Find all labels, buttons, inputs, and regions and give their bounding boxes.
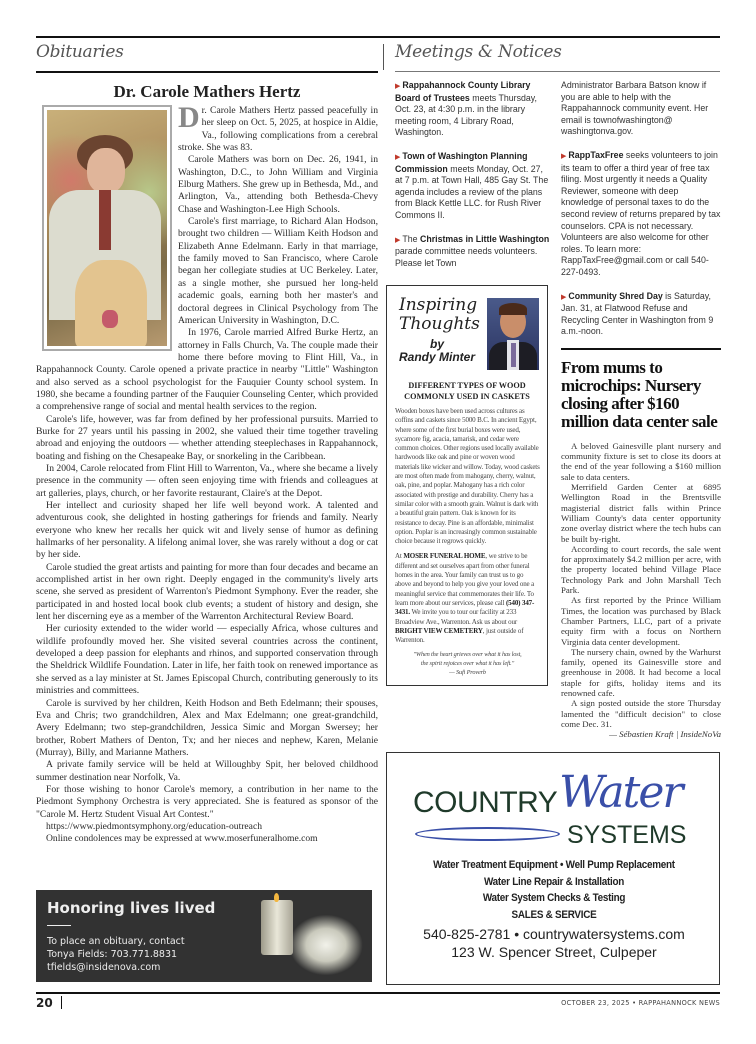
obituary-body (36, 101, 378, 846)
obituary-photo (42, 105, 172, 351)
inspiring-title: Inspiring (399, 295, 478, 315)
article-rule (561, 348, 721, 350)
obituary-paragraph: Carole Mathers was born on Dec. 26, 1941, in Washington, D.C., to John William and Virginia Elburg Mathers. She grew up in Bethesda, Md., and Arlington, Va., attending both Bethesda-Chevy Chase and Washington-Lee High Schools. (178, 154, 378, 215)
honoring-email[interactable]: tfields@insidenova.com (47, 962, 161, 973)
lily-image (286, 912, 366, 978)
triangle-bullet-icon: ▶ (561, 293, 567, 301)
notice-item-continued: Administrator Barbara Batson know if you are able to help with the Rappahannock community event. Her email is townofwashington@ washingtonva.gov. (561, 80, 709, 137)
obituary-paragraph: Carole's first marriage, to Richard Alan Hodson, brought two children — William Keith Hodson and Elizabeth Anne Edelmann. Early in that marriage, the family moved to San Francisco, where Carole began her collegiate studies at UC Berkeley. Later, as a single mother, she pursued her long-held academic goals, earning both her master's and doctoral degrees in Clinical Psychology from The American University in Washington, D.C. (178, 216, 378, 326)
inspiring-title: Thoughts (399, 314, 480, 334)
article-paragraph: The nursery chain, owned by the Warhurst family, opened its Gainesville store and greenhouse in 2008. It had become a local staple for gifts, holiday items and its renowned cafe. (561, 646, 721, 698)
quote-line: the spirit rejoices over what it has left." (420, 660, 515, 668)
candle-flame-icon (274, 893, 279, 902)
honoring-phone: Tonya Fields: 703.771.8831 (47, 949, 178, 960)
footer (36, 992, 720, 1012)
inspiring-paragraph: Wooden boxes have been used across cultures as coffins and caskets since 5000 B.C. In ancient Egypt, where some of the first burial boxes were used, sycamore fig, acacia, tamarisk, and cedar were common choices. Other regions used locally available hardwoods like oak and pine or woven wood materials like wicker and willow. Today, wood caskets are most often made from mahogany, cherry, walnut, oak, pine, and poplar. Mahogany has a rich color associated with prestige and durability. Cherry has a similar color with a smooth grain. Walnut is dark with a beautiful grain pattern. Oak is known for its resistance to decay. Pine is an affordable, minimalist option. Poplar is an increasingly common sustainable choice because it regrows quickly. (395, 407, 540, 546)
ad-service: Water Line Repair & Installation (483, 875, 625, 888)
honoring-title: Honoring lives lived (47, 899, 216, 917)
logo-country: COUNTRY (413, 786, 558, 819)
obituary-paragraph: Carole studied the great artists and painting for more than four decades and became an accomplished artist in her own right. Deeply engaged in the community's lively arts scene, she served as president of Warrenton's Piedmont Symphony. Ever the reader, she participated in and hosted local book club events; a student of history and design, she lent her discerning eye as a member of the Warrenton Architectural Review Board. (36, 561, 378, 623)
obituary-paragraph: Carole's life, however, was far from defined by her professional pursuits. Married to Burke for 27 years until his passing in 2002, she valued their time together traveling abroad and enjoying the outdoors — whether attending steeplechases in Rappahannock, boating and fishing on the Chesapeake Bay, or snorkeling in the Caribbean. (36, 413, 378, 462)
author-portrait (487, 298, 539, 370)
article-byline: — Sébastien Kraft | InsideNoVa (609, 729, 721, 740)
inspiring-thoughts-ad (386, 285, 548, 686)
top-rule (36, 36, 720, 38)
obituary-paragraph: A private family service will be held at Willoughby Spit, her beloved childhood summer destination near Norfolk, Va. (36, 759, 378, 783)
notices-column-1 (395, 80, 550, 281)
divider (47, 925, 71, 926)
honoring-line: To place an obituary, contact (47, 936, 185, 947)
triangle-bullet-icon: ▶ (395, 236, 401, 244)
article-headline: From mums to microchips: Nursery closing after $160 million data center sale (561, 357, 718, 431)
logo-swoosh (415, 827, 560, 841)
inspiring-paragraph: At MOSER FUNERAL HOME, we strive to be different and set ourselves apart from other funeral homes in the area. Your family can trust us to go above and beyond to help you give your loved one a meaningful service that commemorates their life. To learn more about our services, please call (540) 347-3431. We invite you to tour our facility at 233 Broadview Ave., Warrenton. Ask us about our BRIGHT VIEW CEMETERY, just outside of Warrenton. (395, 552, 535, 645)
ad-phone-website: 540-825-2781 • countrywatersystems.com (423, 926, 685, 942)
ad-service: Water System Checks & Testing (482, 892, 626, 904)
inspiring-by: by (429, 337, 444, 351)
section-title-meetings-notices: Meetings & Notices (395, 42, 562, 62)
footer-rule (36, 992, 720, 994)
quote-source: — Sufi Proverb (449, 668, 486, 676)
footer-divider (61, 996, 62, 1009)
ad-address: 123 W. Spencer Street, Culpeper (451, 944, 657, 960)
notice-item: ▶ Rappahannock County Library Board of Trustees meets Thursday, Oct. 23, at 4:30 p.m. in the library meeting room, 4 Library Road, Washington. (395, 80, 537, 138)
obituary-paragraph: Carole is survived by her children, Keith Hodson and Beth Edelmann; their spouses, Eva and Chris; two grandchildren, Alex and Max Edelmann; one great-grandchild, Avery Edelmann; two step-grandchildren, Jessica Simic and Morgan Swersey; her brother, Robert Mathers of Denton, Tx; and her nieces and nephew, Karen, Melanie (Murray), Billy, and Marianne Mathers. (36, 697, 378, 758)
notice-item: ▶ Town of Washington Planning Commission meets Monday, Oct. 27, at 7 p.m. at Town Hall, 485 Gay St. The agenda includes a review of the plans from Black Kettle LLC. for Rush River Commons II. (395, 150, 549, 220)
notice-item: ▶ The Christmas in Little Washington parade committee needs volunteers. Please let Town (395, 233, 550, 268)
obituary-paragraph: Her curiosity extended to the wider world — especially Africa, whose cultures and wildlife profoundly moved her. She visited several countries across the continent, developed a deep passion for elephants and rhinos, and supported conservation through the Sheldrick Wildlife Foundation. Later in life, her faith took on renewed importance as she served as a lay minister at St. James Episcopal Church, contributing generously to its ministries and committees. (36, 623, 378, 697)
drop-cap: D (178, 101, 200, 134)
country-water-systems-ad (386, 752, 720, 985)
column-divider (383, 44, 384, 70)
page-number: 20 (36, 996, 53, 1010)
honoring-lives-banner (36, 890, 372, 982)
obituary-link[interactable]: https://www.piedmontsymphony.org/education-outreach (46, 820, 262, 832)
quote-line: "When the heart grieves over what it has lost, (413, 651, 522, 659)
section-title-obituaries: Obituaries (36, 42, 124, 62)
ad-service: Water Treatment Equipment • Well Pump Replacement (433, 859, 675, 871)
article-paragraph: A sign posted outside the store Thursday lamented the "difficult decision" to close come Dec. 31. (561, 698, 721, 729)
inspiring-heading: DIFFERENT TYPES OF WOOD COMMONLY USED IN CASKETS (404, 381, 530, 401)
obituary-paragraph: For those wishing to honor Carole's memory, a contribution in her name to the Piedmont Symphony Orchestra is very appreciated. She is featured as sponsor of the "Carole M. Hertz Student Visual Art Contest." (36, 783, 378, 820)
obituary-paragraph: In 2004, Carole relocated from Flint Hill to Warrenton, Va., where she became a lively presence in the community — often seen enjoying time with friends and colleagues at art galleries, plays, church, or her favorite restaurant, Claire's at the Depot. (36, 462, 378, 499)
obituary-paragraph: Her intellect and curiosity shaped her life well beyond work. A talented and adventurous cook, she delighted in hosting gatherings for friends and family. Nearly everyone who knew her recalls her quick wit and lively sense of humor as defining hallmarks of her personality. A lifelong animal lover, she was rarely without a dog or cat by her side. (36, 500, 378, 561)
inspiring-author: Randy Minter (398, 350, 475, 364)
obituaries-rule (36, 71, 378, 73)
obituary-name: Dr. Carole Mathers Hertz (113, 82, 301, 101)
article-paragraph: As first reported by the Prince William Times, the location was purchased by Black Chamber Partners, LLC, part of a private equity firm with a focus on Northern Virginia data center development. (561, 595, 721, 647)
notice-item: ▶ Community Shred Day is Saturday, Jan. 31, at Flatwood Refuse and Recycling Center in Washington from 9 a.m.-noon. (561, 290, 714, 337)
obituary-paragraph: In 1976, Carole married Alfred Burke Hertz, an attorney in Falls Church, Va. The couple made their home there before moving to Flint Hill, Va., in Rappahannock County. Carole opened a private practice in nearby "Little" Washington and also served as a school psychologist for the Fauquier County school system. In 1980, she became a founding partner of the Fauquier Counseling Center, which provided a comprehensive range of social and mental health services to the region. (36, 327, 378, 413)
article-paragraph: According to court records, the sale went for approximately $4.2 million per acre, with the property located behind Village Place Technology Park and John Marshall Tech Park. (561, 543, 721, 596)
logo-water: Water (559, 767, 682, 818)
article-body (561, 441, 721, 740)
article-paragraph: A beloved Gainesville plant nursery and community fixture is set to close its doors at the end of the year following a $160 million sale to data centers. (561, 440, 721, 482)
obituary-paragraph: Online condolences may be expressed at www.moserfuneralhome.com (46, 833, 318, 845)
notices-column-2 (561, 80, 721, 739)
triangle-bullet-icon: ▶ (561, 152, 567, 160)
article-paragraph: Merrifield Garden Center at 6895 Wellington Road in the Brentsville magisterial district falls within Prince William County's data center opportunity zone overlay district where the tech hubs can be built by-right. (561, 482, 721, 544)
notices-rule (395, 71, 720, 72)
notice-item: ▶ RappTaxFree seeks volunteers to join its team to offer a third year of free tax filing. Most urgently it needs a Quality Reviewer, someone with deep knowledge of personal taxes to do the second review of returns prepared by tax counselors. CPA is not necessary. Volunteers are also welcome for other roles. To learn more: RappTaxFree@gmail.com or call 540-227-0493. (561, 149, 721, 277)
obituary-paragraph: r. Carole Mathers Hertz passed peacefully in her sleep on Oct. 5, 2025, at hospice in Aldie, Va., following complications from a cerebral stroke. She was 83. (178, 105, 378, 154)
triangle-bullet-icon: ▶ (395, 83, 401, 90)
footer-dateline: OCTOBER 23, 2025 • RAPPAHANNOCK NEWS (561, 999, 720, 1007)
logo-systems: SYSTEMS (567, 821, 687, 849)
triangle-bullet-icon: ▶ (395, 153, 401, 161)
ad-service: SALES & SERVICE (511, 908, 597, 921)
